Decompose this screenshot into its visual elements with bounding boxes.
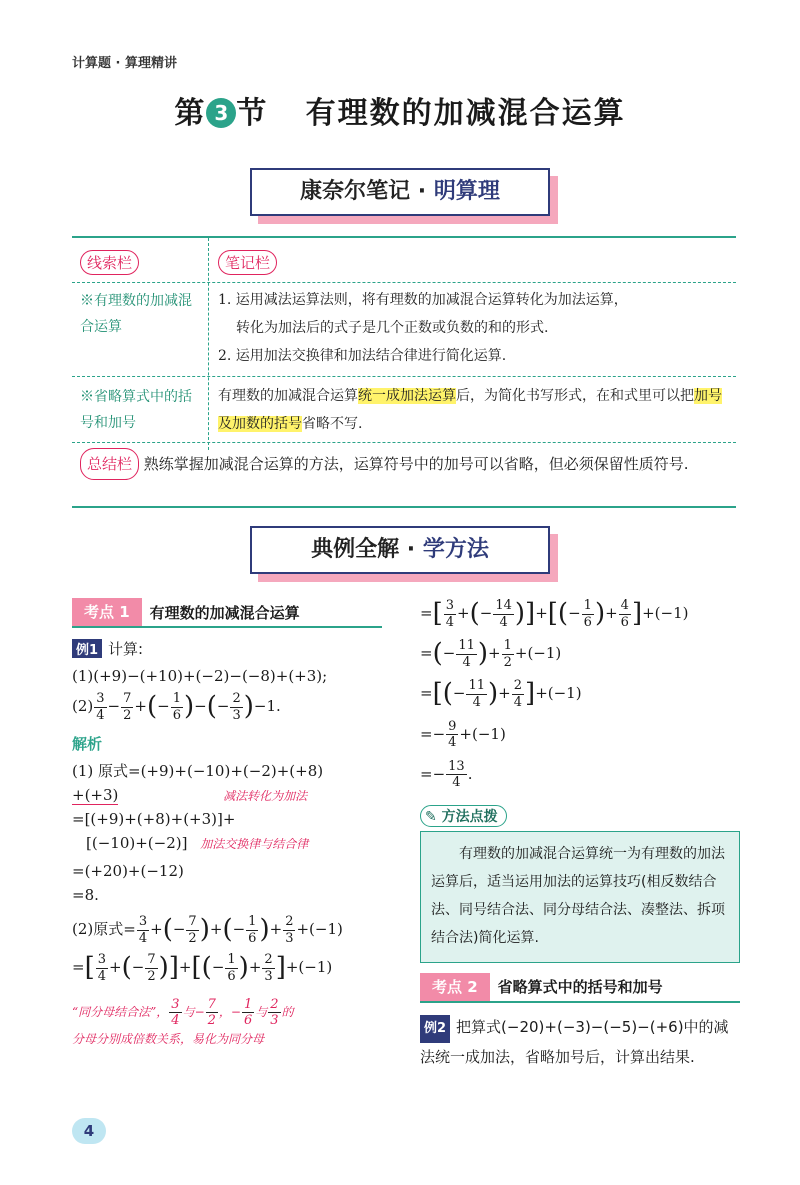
divider bbox=[72, 376, 736, 377]
annotation-commutative: 加法交换律与结合律 bbox=[200, 837, 309, 852]
fraction: $\frac{1}{6}$ bbox=[227, 952, 236, 984]
divider bbox=[72, 442, 736, 443]
banner-cornell-notes bbox=[250, 168, 550, 216]
method-tip-header bbox=[420, 805, 740, 827]
math-text: [(−10)+(−2)] bbox=[86, 834, 188, 853]
fraction: $\frac{1}{2}$ bbox=[503, 638, 512, 670]
topic-title: 有理数的加减混合运算 bbox=[149, 603, 300, 622]
solution-2-line-2: =[ $\frac{3}{4}$ +(− $\frac{7}{2}$ )]+[(− $\frac{1}{6}$ )+ $\frac{2}{3}$ ]+(−1) bbox=[72, 952, 333, 984]
fraction: $\frac{14}{4}$ bbox=[495, 598, 512, 630]
solution-2-line-1: (2)原式= $\frac{3}{4}$ +(− $\frac{7}{2}$ )+(− $\frac{1}{6}$ )+ $\frac{2}{3}$ +(−1) bbox=[72, 914, 343, 946]
note-item-2 bbox=[218, 382, 732, 438]
title-prefix: 第 bbox=[174, 96, 207, 131]
fraction: $\frac{3}{4}$ bbox=[97, 952, 107, 984]
solution-2-line-5: =[(− $\frac{11}{4}$ )+ $\frac{2}{4}$ ]+(−1) bbox=[420, 678, 582, 710]
fraction: $\frac{2}{4}$ bbox=[513, 678, 523, 710]
math-text: =− bbox=[420, 724, 446, 743]
question-1: (1)(+9)−(+10)+(−2)−(−8)+(+3); bbox=[72, 667, 328, 685]
fraction: $\frac{11}{4}$ bbox=[468, 678, 486, 710]
left-column bbox=[72, 598, 382, 1047]
topic-header-1 bbox=[72, 598, 382, 628]
highlighted-text: 加号及加数的括号 bbox=[218, 388, 722, 432]
section-title bbox=[0, 88, 800, 132]
method-tip-box: 有理数的加减混合运算统一为有理数的加法运算后，适当运用加法的运算技巧(相反数结合法、同号结合法、同分母结合法、凑整法、拆项结合法)简化运算. bbox=[420, 831, 740, 963]
banner-accent: 学方法 bbox=[422, 537, 489, 562]
tip-label: 方法点拨 bbox=[441, 808, 498, 825]
title-suffix: 节 bbox=[236, 96, 269, 131]
math-text: +(+3) bbox=[72, 786, 119, 805]
solution-1-line-2 bbox=[72, 786, 382, 804]
solution-2-line-3: =[ $\frac{3}{4}$ +(− $\frac{14}{4}$ )]+[(− $\frac{1}{6}$ )+ $\frac{4}{6}$ ]+(−1) bbox=[420, 598, 689, 630]
banner-accent: 明算理 bbox=[433, 179, 500, 204]
banner-examples bbox=[250, 526, 550, 574]
fraction: $\frac{9}{4}$ bbox=[448, 718, 457, 751]
clue-column-label: 线索栏 bbox=[80, 250, 139, 275]
note-line: 2. 运用加法交换律和加法结合律进行简化运算. bbox=[218, 348, 507, 364]
note-text: 后，为简化书写形式，在和式里可以把 bbox=[456, 388, 694, 404]
math-text: (2)原式= bbox=[72, 920, 136, 939]
example-2 bbox=[420, 1013, 740, 1071]
note-line: 转化为加法后的式子是几个正数或负数的和的形式. bbox=[236, 320, 549, 336]
fraction: $\frac{2}{3}$ bbox=[270, 996, 279, 1028]
section-number-badge: 3 bbox=[206, 98, 236, 128]
fraction: $\frac{13}{4}$ bbox=[448, 758, 465, 791]
solution-2-result: =− $\frac{13}{4}$ . bbox=[420, 758, 473, 791]
example-tag: 例1 bbox=[72, 639, 102, 658]
note-item-1 bbox=[218, 286, 732, 370]
note-column-label: 笔记栏 bbox=[218, 250, 277, 275]
fraction: $\frac{2}{3}$ bbox=[264, 952, 273, 984]
example-1-header bbox=[72, 638, 382, 659]
topic-title: 省略算式中的括号和加号 bbox=[497, 978, 663, 997]
fraction: $\frac{7}{2}$ bbox=[188, 914, 197, 946]
fraction: $\frac{7}{2}$ bbox=[147, 952, 156, 984]
fraction: $\frac{4}{6}$ bbox=[620, 598, 629, 630]
fraction: $\frac{3}{4}$ bbox=[445, 598, 455, 630]
solution-1-line-3: =[(+9)+(+8)+(+3)]+ bbox=[72, 810, 236, 829]
fraction: $\frac{3}{4}$ bbox=[96, 691, 105, 723]
topic-header-2 bbox=[420, 973, 740, 1003]
solution-1-result: =8. bbox=[72, 886, 99, 905]
clue-item-2: ※省略算式中的括号和加号 bbox=[80, 389, 192, 431]
solution-1-line-4 bbox=[72, 834, 382, 852]
annotation-subtraction: 减法转化为加法 bbox=[223, 789, 308, 804]
topic-tag: 考点 1 bbox=[72, 598, 142, 626]
annotation-common-denominator-2: 分母分别成倍数关系，易化为同分母 bbox=[72, 1031, 265, 1046]
note-text: 有理数的加减混合运算 bbox=[218, 388, 358, 404]
clue-item-1: ※有理数的加减混合运算 bbox=[80, 293, 192, 335]
summary-label: 总结栏 bbox=[80, 448, 139, 480]
fraction: $\frac{2}{3}$ bbox=[232, 691, 241, 723]
series-header: 计算题 · 算理精讲 bbox=[72, 56, 177, 71]
example-prompt: 计算: bbox=[108, 640, 144, 658]
fraction: $\frac{11}{4}$ bbox=[458, 638, 475, 670]
summary-row bbox=[80, 448, 730, 480]
fraction: $\frac{7}{2}$ bbox=[123, 691, 132, 723]
fraction: $\frac{3}{4}$ bbox=[171, 996, 180, 1028]
fraction: $\frac{1}{6}$ bbox=[243, 996, 253, 1028]
banner-prefix: 康奈尔笔记 · bbox=[300, 179, 434, 204]
method-tip-tag bbox=[420, 805, 507, 827]
divider bbox=[72, 282, 736, 283]
note-line: 1. 运用减法运算法则，将有理数的加减混合运算转化为加法运算， bbox=[218, 292, 628, 308]
topic-tag: 考点 2 bbox=[420, 973, 490, 1001]
fraction: $\frac{7}{2}$ bbox=[207, 996, 216, 1028]
annotation-text: “同分母结合法”， bbox=[72, 1004, 169, 1019]
banner-prefix: 典例全解 · bbox=[311, 537, 423, 562]
fraction: $\frac{1}{6}$ bbox=[583, 598, 592, 630]
fraction: $\frac{1}{6}$ bbox=[248, 914, 257, 946]
solution-1-line-5: =(+20)+(−12) bbox=[72, 862, 184, 881]
title-text: 有理数的加减混合运算 bbox=[305, 96, 626, 131]
highlighted-text: 统一成加法运算 bbox=[358, 388, 456, 404]
note-text: 省略不写. bbox=[302, 416, 363, 432]
solution-label: 解析 bbox=[72, 735, 103, 754]
cornell-notes-table bbox=[72, 236, 736, 508]
question-2: (2) $\frac{3}{4}$ − $\frac{7}{2}$ +(− $\frac{1}{6}$ )−(− $\frac{2}{3}$ )−1. bbox=[72, 691, 281, 723]
math-text: =− bbox=[420, 764, 446, 783]
column-divider bbox=[208, 238, 209, 450]
example-tag: 例2 bbox=[420, 1015, 450, 1043]
solution-2-line-4: =(− $\frac{11}{4}$ )+ $\frac{1}{2}$ +(−1) bbox=[420, 638, 562, 670]
right-column bbox=[420, 598, 740, 1071]
fraction: $\frac{3}{4}$ bbox=[138, 914, 148, 946]
example-prompt: 把算式(−20)+(−3)−(−5)−(+6)中的减法统一成加法，省略加号后，计算出结果. bbox=[420, 1017, 729, 1066]
solution-1-line-1: (1) 原式=(+9)+(−10)+(−2)+(+8) bbox=[72, 762, 324, 781]
fraction: $\frac{2}{3}$ bbox=[285, 914, 294, 946]
solution-2-line-6: =− $\frac{9}{4}$ +(−1) bbox=[420, 718, 506, 751]
lightbulb-icon: ✎ bbox=[425, 808, 437, 825]
annotation-common-denominator: “同分母结合法”， $\frac{3}{4}$ 与− $\frac{7}{2}$ ，− $\frac{1}{6}$ 与 $\frac{2}{3}$ 的 bbox=[72, 996, 294, 1028]
summary-text: 熟练掌握加减混合运算的方法，运算符号中的加号可以省略，但必须保留性质符号. bbox=[143, 455, 689, 473]
fraction: $\frac{1}{6}$ bbox=[172, 691, 181, 723]
page-number: 4 bbox=[72, 1118, 106, 1144]
question-label: (2) bbox=[72, 697, 94, 716]
